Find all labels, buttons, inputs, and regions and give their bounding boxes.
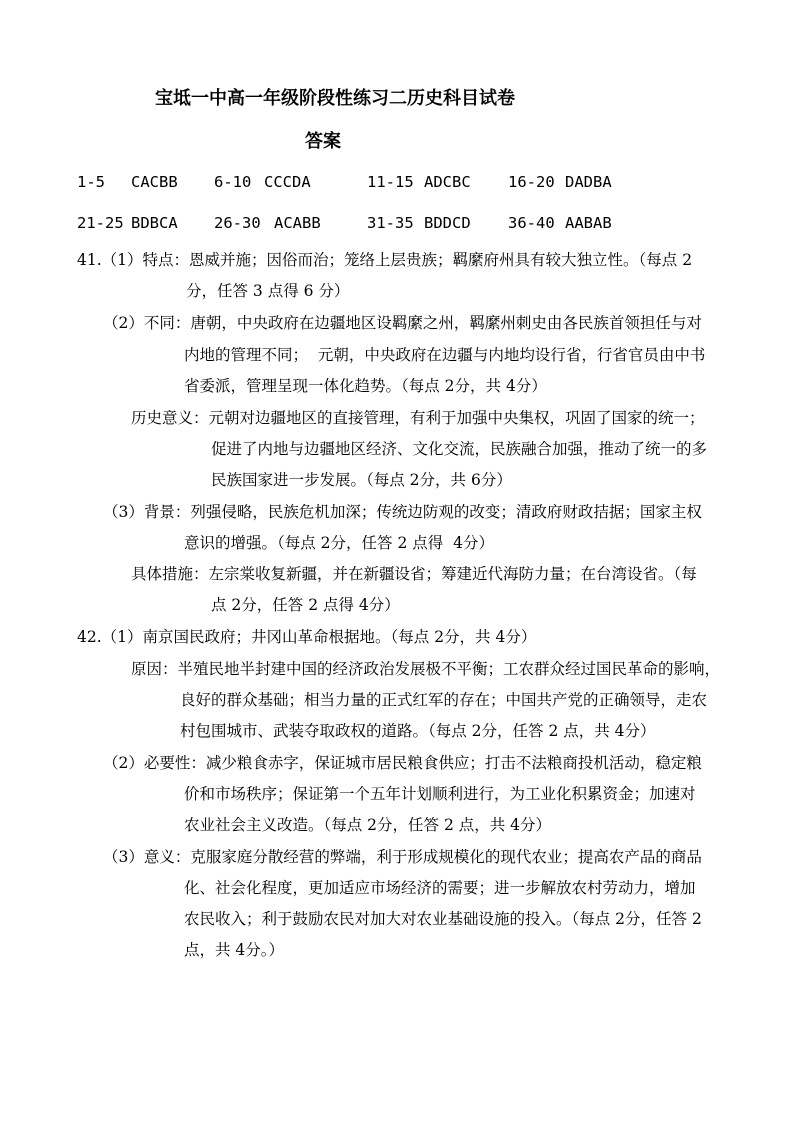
mc-answer: ACABB xyxy=(274,214,321,232)
mc-range: 31-35 xyxy=(367,214,414,232)
answer-line: 良好的群众基础；相当力量的正式红军的存在；中国共产党的正确领导，走农 xyxy=(180,691,708,709)
answer-line: 点 2分，任答 2 点得 4分） xyxy=(211,596,400,614)
answer-line: 化、社会化程度，更加适应市场经济的需要；进一步解放农村劳动力，增加 xyxy=(184,879,696,897)
mc-range: 1-5 xyxy=(77,173,105,191)
mc-answer: CCCDA xyxy=(264,173,311,191)
answer-line: 历史意义：元朝对边疆地区的直接管理，有利于加强中央集权，巩固了国家的统一； xyxy=(131,409,705,427)
mc-answer: BDDCD xyxy=(424,214,471,232)
mc-answer: AABAB xyxy=(565,214,612,232)
answer-line: （3）背景：列强侵略，民族危机加深；传统边防观的改变；清政府财政拮据；国家主权 xyxy=(103,503,702,521)
mc-answer: ADCBC xyxy=(424,173,471,191)
page-title: 宝坻一中高一年级阶段性练习二历史科目试卷 xyxy=(155,88,515,109)
answer-line: 具体措施：左宗棠收复新疆，并在新疆设省；筹建近代海防力量；在台湾设省。（每 xyxy=(131,565,697,583)
answer-line: 原因：半殖民地半封建中国的经济政治发展极不平衡；工农群众经过国民革命的影响， xyxy=(131,660,721,678)
mc-range: 16-20 xyxy=(508,173,555,191)
answer-line: 意识的增强。（每点 2分，任答 2 点得 4分） xyxy=(184,534,494,552)
mc-answer: BDBCA xyxy=(131,214,178,232)
answer-line: 41.（1）特点：恩威并施；因俗而治；笼络上层贵族；羁縻府州具有较大独立性。（每点 2 xyxy=(77,251,693,269)
answer-line: 分，任答 3 点得 6 分） xyxy=(186,282,350,300)
answer-heading: 答案 xyxy=(305,131,341,152)
mc-range: 6-10 xyxy=(214,173,252,191)
answer-line: 点，共 4分。） xyxy=(184,941,285,959)
answer-line: 农业社会主义改造。（每点 2分，任答 2 点，共 4分） xyxy=(184,816,552,834)
mc-range: 11-15 xyxy=(367,173,414,191)
mc-answer: CACBB xyxy=(131,173,178,191)
answer-line: （2）不同：唐朝，中央政府在边疆地区设羁縻之州，羁縻州刺史由各民族首领担任与对 xyxy=(103,314,702,332)
answer-line: 省委派，管理呈现一体化趋势。（每点 2分，共 4分） xyxy=(184,377,547,395)
answer-line: （2）必要性：减少粮食赤字，保证城市居民粮食供应；打击不法粮商投机活动，稳定粮 xyxy=(103,754,702,772)
answer-line: 42.（1）南京国民政府；井冈山革命根据地。（每点 2分，共 4分） xyxy=(77,628,537,646)
answer-line: 农民收入；利于鼓励农民对加大对农业基础设施的投入。（每点 2分，任答 2 xyxy=(184,910,702,928)
mc-range: 21-25 xyxy=(77,214,124,232)
mc-range: 36-40 xyxy=(508,214,555,232)
answer-line: 村包围城市、武装夺取政权的道路。（每点 2分，任答 2 点，共 4分） xyxy=(180,722,656,740)
answer-line: 促进了内地与边疆地区经济、文化交流，民族融合加强，推动了统一的多 xyxy=(211,440,708,458)
answer-line: 民族国家进一步发展。（每点 2分，共 6分） xyxy=(211,471,512,489)
mc-range: 26-30 xyxy=(214,214,261,232)
mc-answer: DADBA xyxy=(565,173,612,191)
answer-line: 内地的管理不同； 元朝，中央政府在边疆与内地均设行省，行省官员由中书 xyxy=(184,346,706,364)
answer-line: （3）意义：克服家庭分散经营的弊端，利于形成规模化的现代农业；提高农产品的商品 xyxy=(103,848,702,866)
answer-line: 价和市场秩序；保证第一个五年计划顺利进行，为工业化积累资金；加速对 xyxy=(184,785,696,803)
